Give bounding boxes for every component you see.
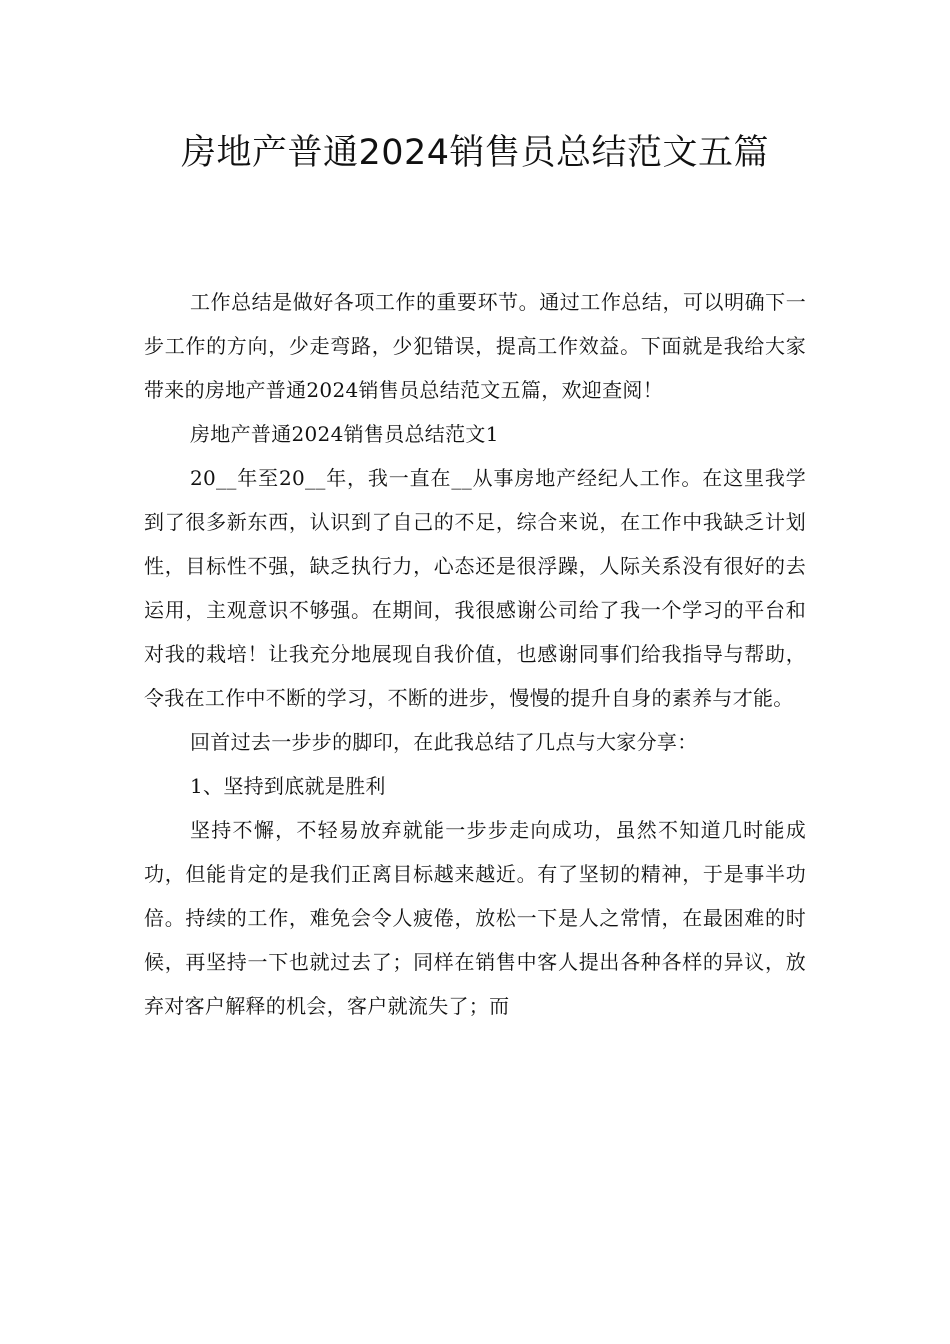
- subheading: 1、坚持到底就是胜利: [190, 774, 386, 798]
- body-paragraph: 回首过去一步步的脚印，在此我总结了几点与大家分享：: [190, 730, 698, 754]
- body-paragraph: 20__年至20__年，我一直在__从事房地产经纪人工作。在这里我学到了很多新东西，认识到了自己的不足，综合来说，在工作中我缺乏计划性，目标性不强，缺乏执行力，心态还是很浮躁，人际关系没有很好的去运用，主观意识不够强。在期间，我很感谢公司给了我一个学习的平台和对我的栽培！让我充分地展现自我价值，也感谢同事们给我指导与帮助，令我在工作中不断的学习，不断的进步，慢慢的提升自身的素养与才能。: [144, 466, 806, 710]
- body-paragraph: 坚持不懈，不轻易放弃就能一步步走向成功，虽然不知道几时能成功，但能肯定的是我们正离目标越来越近。有了坚韧的精神，于是事半功倍。持续的工作，难免会令人疲倦，放松一下是人之常情，在最困难的时候，再坚持一下也就过去了；同样在销售中客人提出各种各样的异议，放弃对客户解释的机会，客户就流失了；而: [144, 818, 806, 1018]
- section-heading: 房地产普通2024销售员总结范文1: [190, 422, 499, 446]
- intro-paragraph: 工作总结是做好各项工作的重要环节。通过工作总结，可以明确下一步工作的方向，少走弯路，少犯错误，提高工作效益。下面就是我给大家带来的房地产普通2024销售员总结范文五篇，欢迎查阅！: [144, 290, 806, 402]
- document-body: [144, 280, 806, 1028]
- document-title: 房地产普通2024销售员总结范文五篇: [180, 133, 770, 173]
